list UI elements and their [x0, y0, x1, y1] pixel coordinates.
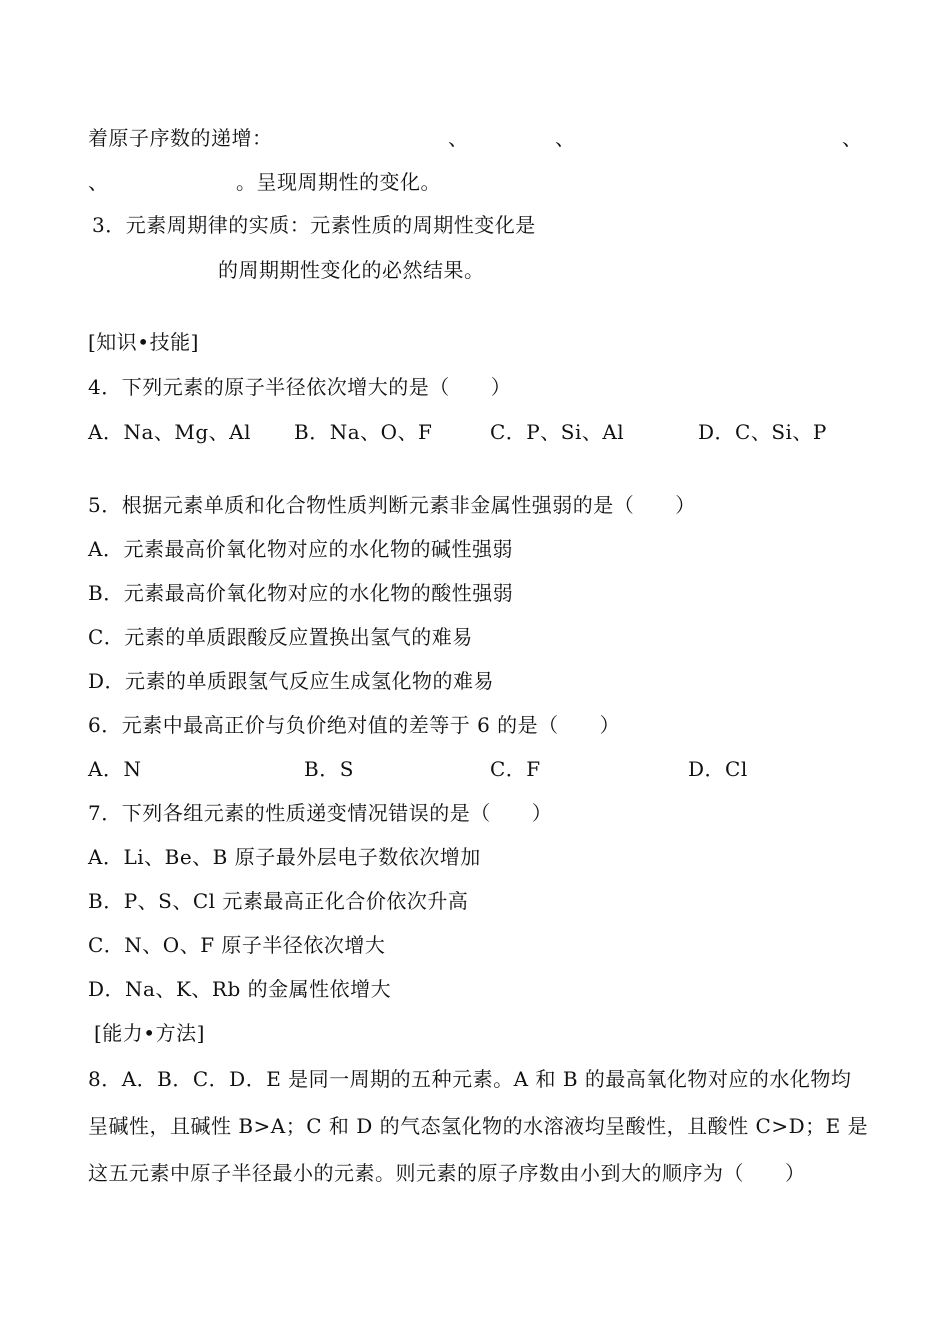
question-4-stem: 4．下列元素的原子半径依次增大的是（ ）: [88, 375, 512, 399]
question-6-option-b: B．S: [304, 757, 354, 781]
question-5-option-d: D．元素的单质跟氢气反应生成氢化物的难易: [88, 669, 495, 693]
line1-text: 着原子序数的递增：: [88, 126, 273, 150]
question-6-option-a: A．N: [88, 757, 142, 781]
question-8-line: 呈碱性，且碱性 B>A；C 和 D 的气态氢化物的水溶液均呈酸性，且酸性 C>D；E 是: [88, 1114, 869, 1138]
question-6-stem: 6．元素中最高正价与负价绝对值的差等于 6 的是（ ）: [88, 713, 621, 737]
section-heading-knowledge: [知识•技能]: [88, 330, 199, 354]
question-4-option-c: C．P、Si、Al: [490, 420, 625, 444]
line1-separator: 、: [555, 126, 576, 150]
question-8-line: 8．A．B．C．D．E 是同一周期的五种元素。A 和 B 的最高氧化物对应的水化物均: [88, 1067, 852, 1091]
line2-separator: 、: [88, 170, 109, 194]
question-7-option-c: C．N、O、F 原子半径依次增大: [88, 933, 386, 957]
question-6-option-d: D．Cl: [688, 757, 748, 781]
question-8-line: 这五元素中原子半径最小的元素。则元素的原子序数由小到大的顺序为（ ）: [88, 1161, 806, 1185]
question-4-option-b: B．Na、O、F: [294, 420, 433, 444]
question-7-option-d: D．Na、K、Rb 的金属性依增大: [88, 977, 392, 1001]
question-7-stem: 7．下列各组元素的性质递变情况错误的是（ ）: [88, 801, 553, 825]
line2-text: 。呈现周期性的变化。: [236, 170, 441, 194]
question-5-option-c: C．元素的单质跟酸反应置换出氢气的难易: [88, 625, 473, 649]
question-5-option-b: B．元素最高价氧化物对应的水化物的酸性强弱: [88, 581, 514, 605]
question-7-option-b: B．P、S、Cl 元素最高正化合价依次升高: [88, 889, 469, 913]
question-3-line: 3．元素周期律的实质：元素性质的周期性变化是: [92, 213, 536, 237]
question-4-option-d: D．C、Si、P: [698, 420, 827, 444]
section-heading-ability: [能力•方法]: [94, 1021, 205, 1045]
question-3-line: 的周期期性变化的必然结果。: [218, 258, 485, 282]
question-6-option-c: C．F: [490, 757, 541, 781]
question-5-stem: 5．根据元素单质和化合物性质判断元素非金属性强弱的是（ ）: [88, 493, 696, 517]
line1-separator: 、: [842, 126, 863, 150]
line1-separator: 、: [448, 126, 469, 150]
question-4-option-a: A．Na、Mg、Al: [88, 420, 251, 444]
question-5-option-a: A．元素最高价氧化物对应的水化物的碱性强弱: [88, 537, 513, 561]
question-7-option-a: A．Li、Be、B 原子最外层电子数依次增加: [88, 845, 481, 869]
